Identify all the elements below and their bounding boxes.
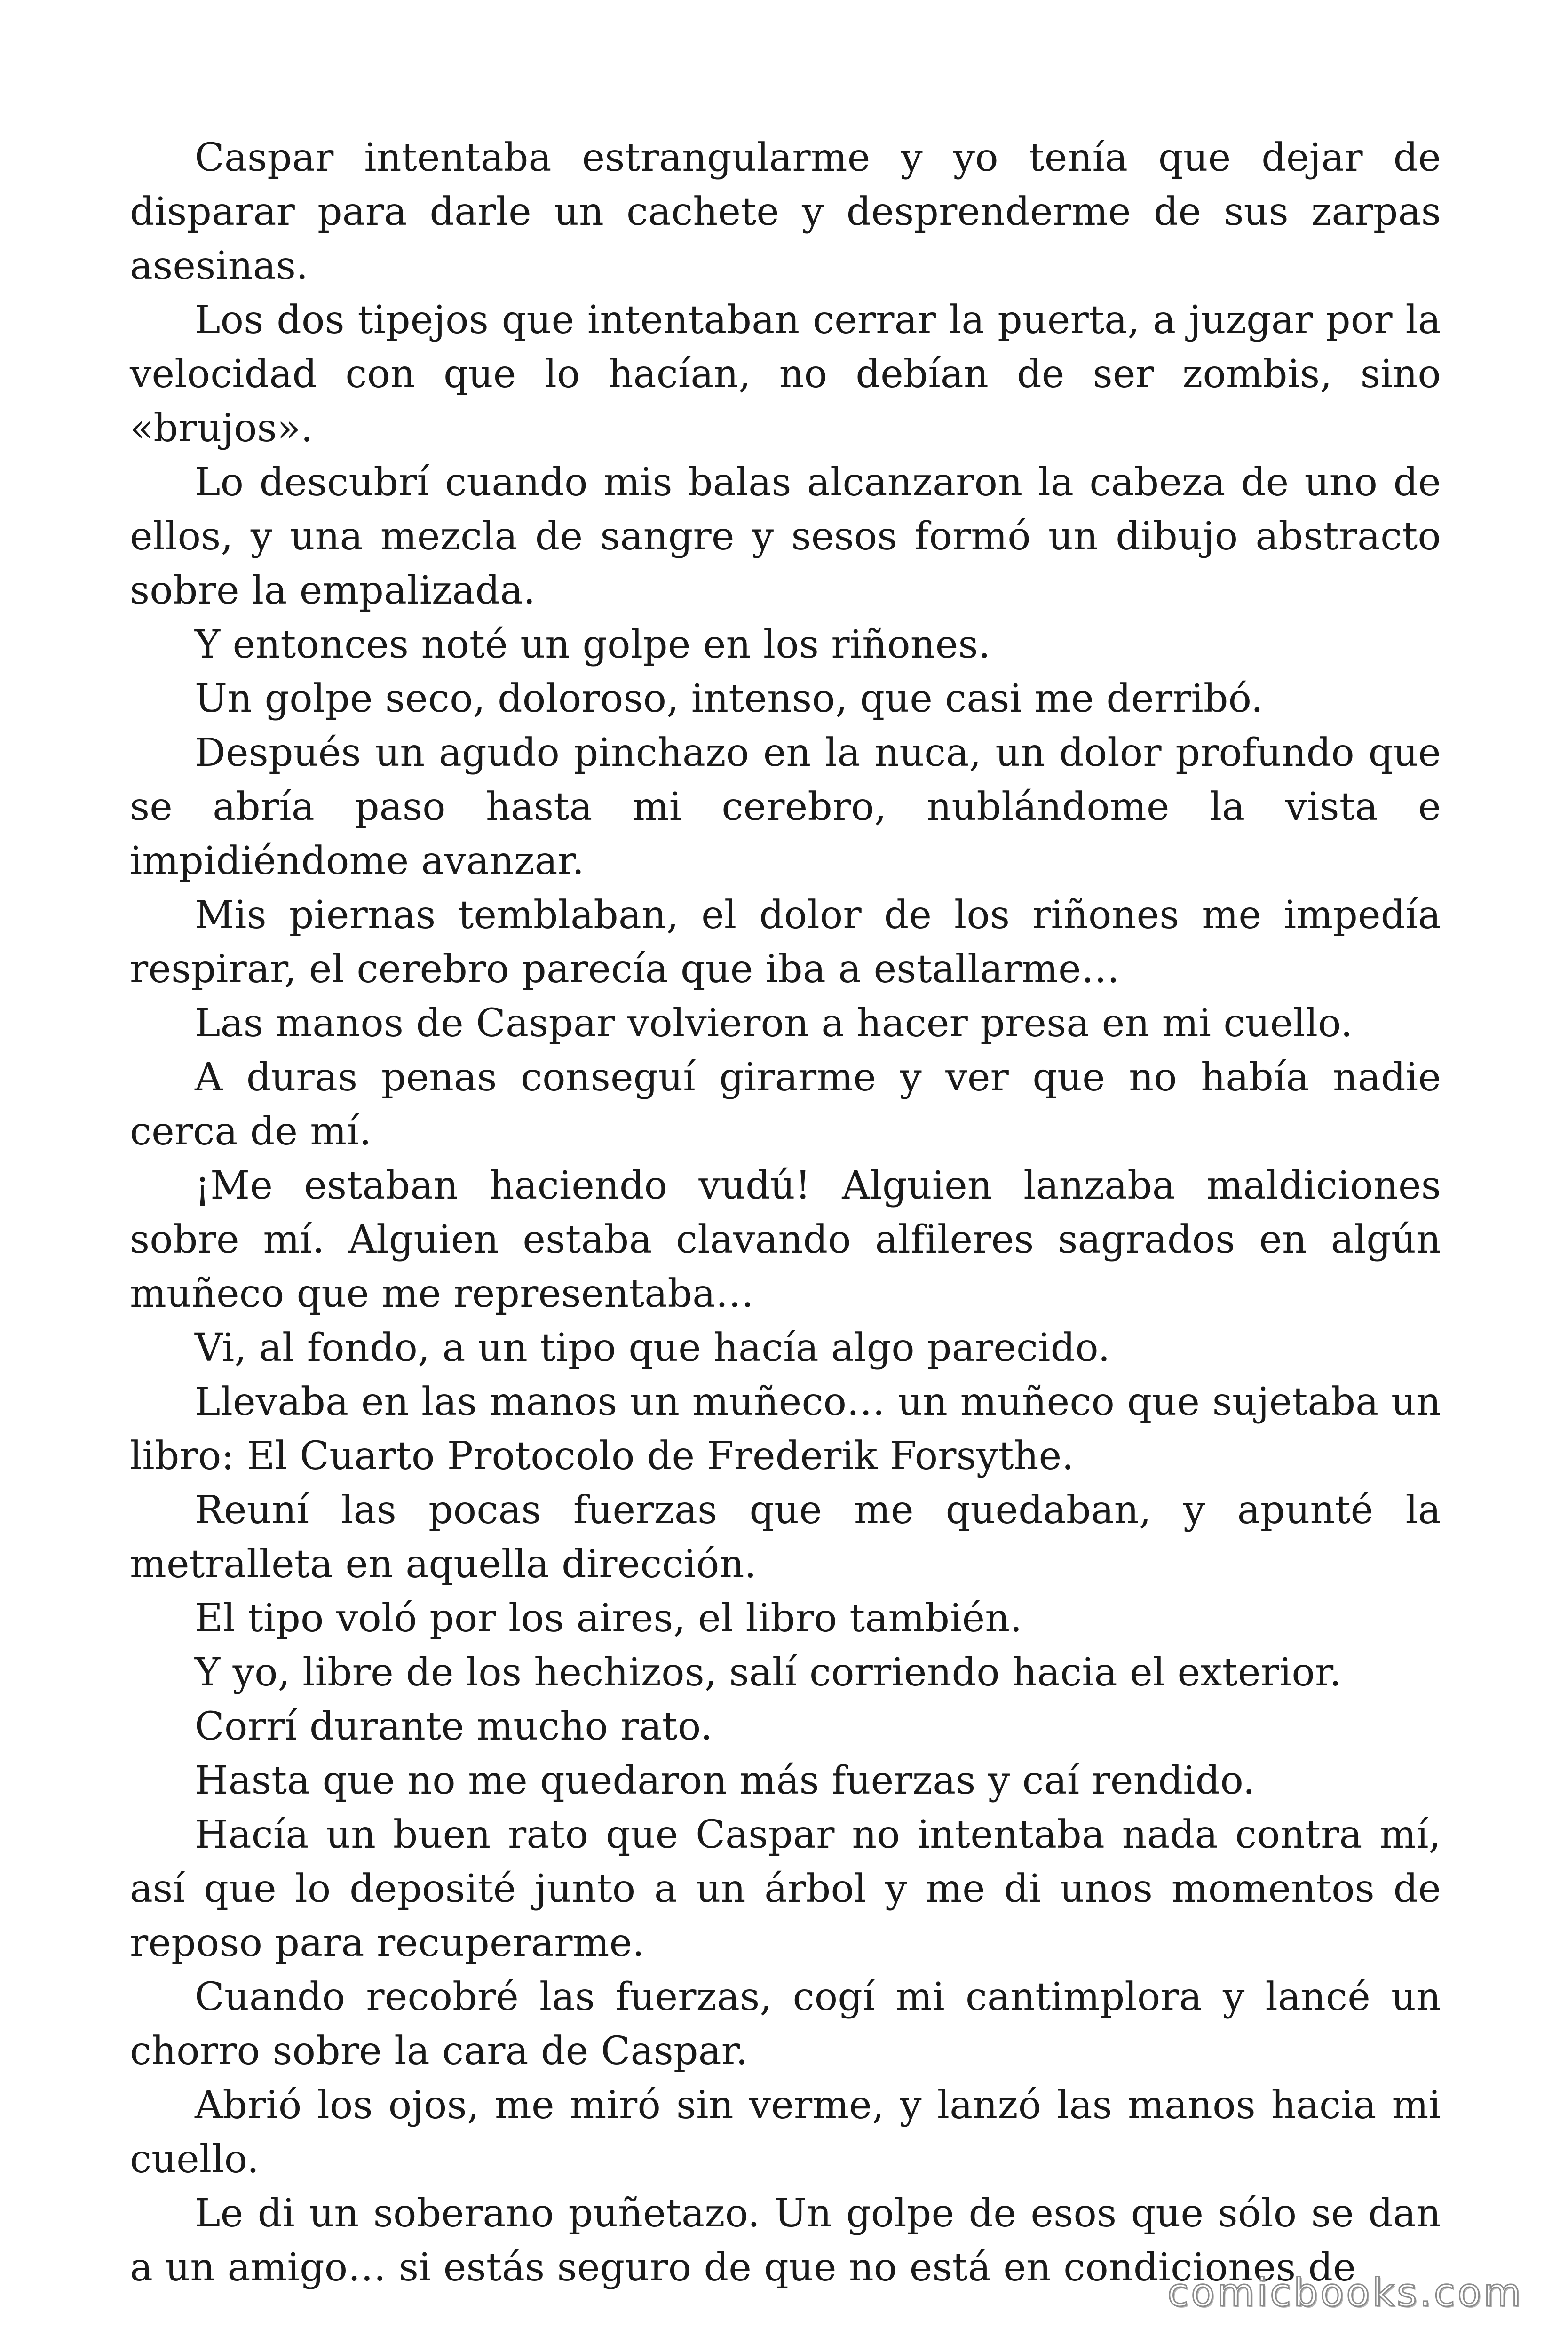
paragraph: Corrí durante mucho rato.: [195, 1704, 713, 1749]
paragraph: El tipo voló por los aires, el libro también.: [195, 1596, 1022, 1641]
paragraph: Las manos de Caspar volvieron a hacer presa en mi cuello.: [195, 1001, 1353, 1046]
paragraph: Abrió los ojos, me miró sin verme, y lanzó las manos hacia mi cuello.: [130, 2083, 1441, 2182]
page-text-body: [130, 131, 1441, 2295]
paragraph: Y yo, libre de los hechizos, salí corriendo hacia el exterior.: [195, 1650, 1342, 1695]
paragraph: Hasta que no me quedaron más fuerzas y caí rendido.: [195, 1758, 1255, 1803]
paragraph: ¡Me estaban haciendo vudú! Alguien lanzaba maldiciones sobre mí. Alguien estaba clavando alfileres sagrados en algún muñeco que me representaba…: [130, 1163, 1441, 1316]
paragraph: Llevaba en las manos un muñeco… un muñeco que sujetaba un libro: El Cuarto Protocolo de Frederik Forsythe.: [130, 1380, 1441, 1478]
paragraph: A duras penas conseguí girarme y ver que no había nadie cerca de mí.: [130, 1055, 1441, 1154]
paragraph: Los dos tipejos que intentaban cerrar la puerta, a juzgar por la velocidad con que lo hacían, no debían de ser zombis, sino «brujos».: [130, 298, 1441, 451]
paragraph: Después un agudo pinchazo en la nuca, un dolor profundo que se abría paso hasta mi cerebro, nublándome la vista e impidiéndome avanzar.: [130, 731, 1441, 883]
paragraph: Vi, al fondo, a un tipo que hacía algo parecido.: [195, 1326, 1110, 1370]
paragraph: Un golpe seco, doloroso, intenso, que casi me derribó.: [195, 676, 1264, 721]
paragraph: Le di un soberano puñetazo. Un golpe de esos que sólo se dan a un amigo… si estás seguro de que no está en condiciones de: [130, 2191, 1441, 2290]
paragraph: Caspar intentaba estrangularme y yo tenía que dejar de disparar para darle un cachete y desprenderme de sus zarpas asesinas.: [130, 135, 1441, 288]
paragraph: Reuní las pocas fuerzas que me quedaban, y apunté la metralleta en aquella dirección.: [130, 1488, 1441, 1587]
watermark-text: comicbooks.com: [1167, 2271, 1523, 2315]
paragraph: Y entonces noté un golpe en los riñones.: [195, 622, 991, 667]
paragraph: Mis piernas temblaban, el dolor de los riñones me impedía respirar, el cerebro parecía que iba a estallarme…: [130, 893, 1441, 992]
paragraph: Hacía un buen rato que Caspar no intentaba nada contra mí, así que lo deposité junto a un árbol y me di unos momentos de reposo para recuperarme.: [130, 1812, 1441, 1965]
paragraph: Cuando recobré las fuerzas, cogí mi cantimplora y lancé un chorro sobre la cara de Caspar.: [130, 1975, 1441, 2074]
paragraph: Lo descubrí cuando mis balas alcanzaron la cabeza de uno de ellos, y una mezcla de sangre y sesos formó un dibujo abstracto sobre la empalizada.: [130, 460, 1441, 613]
